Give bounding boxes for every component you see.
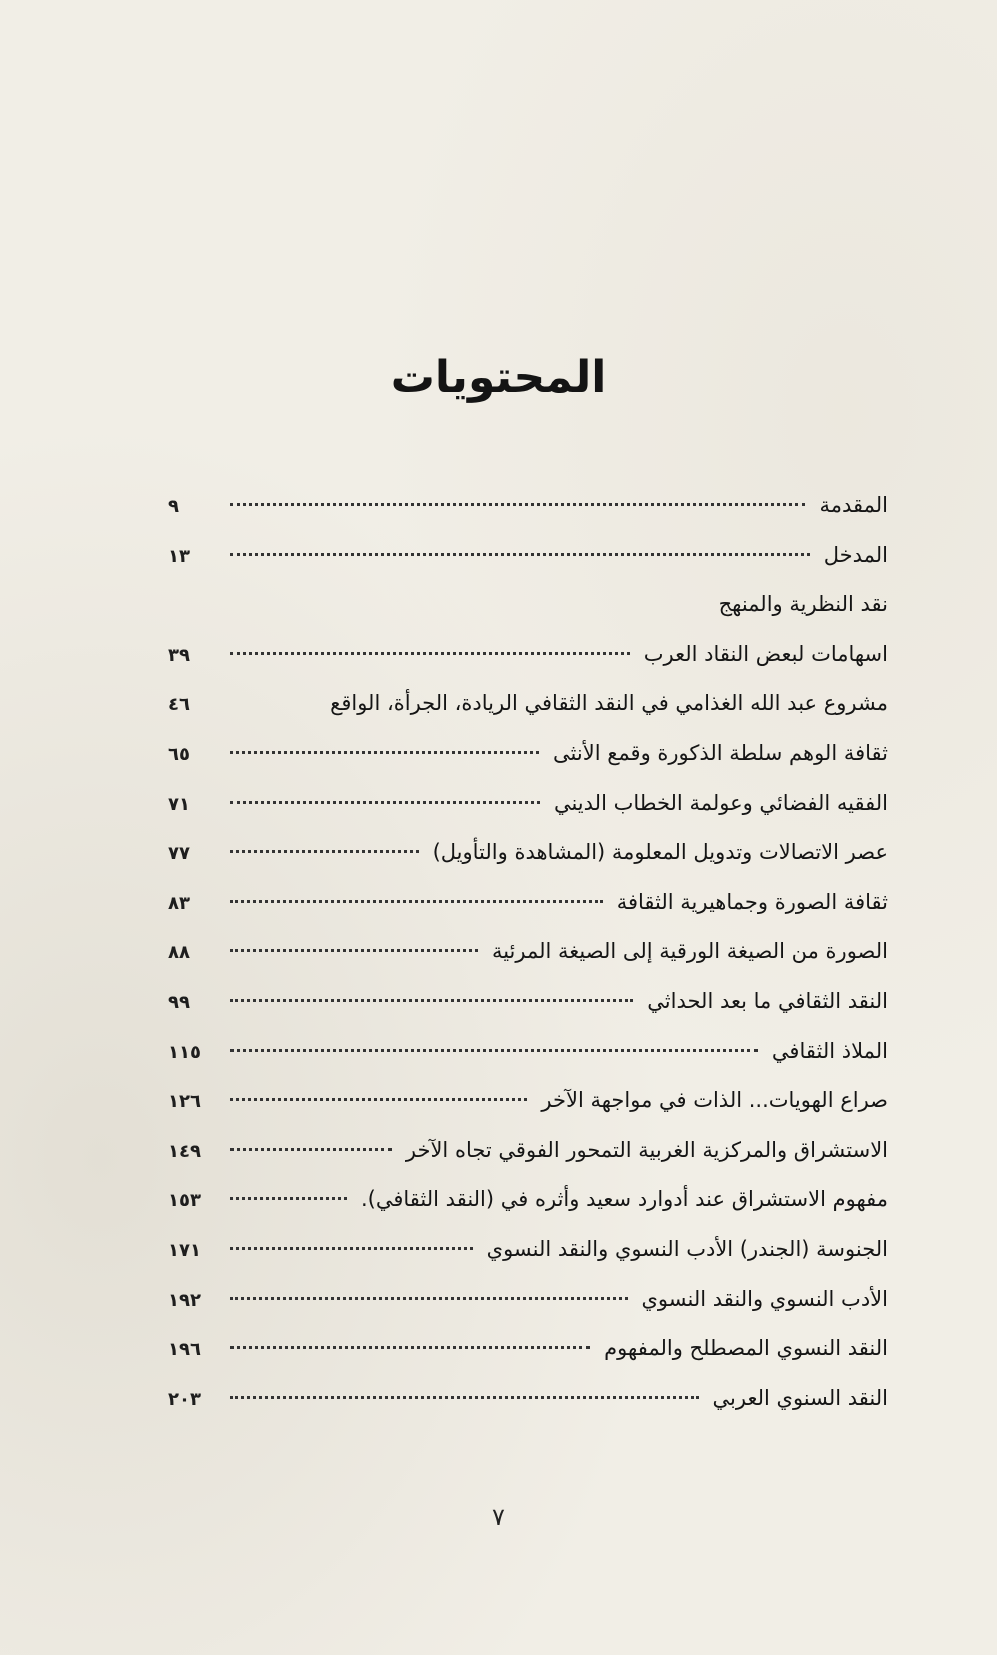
- toc-section-heading: [168, 592, 888, 642]
- dot-leader: [230, 652, 630, 655]
- toc-entry-title: الجنوسة (الجندر) الأدب النسوي والنقد النسوي: [486, 1236, 888, 1261]
- page-number: ٧: [492, 1503, 505, 1531]
- toc-entry: [168, 989, 888, 1039]
- toc-entry: [168, 1138, 888, 1188]
- toc-entry-title: مفهوم الاستشراق عند أدوارد سعيد وأثره في (النقد الثقافي).: [361, 1187, 888, 1212]
- toc-entry-page: ١٣: [168, 545, 190, 567]
- toc-entry: [168, 1088, 888, 1138]
- toc-entry: [168, 1187, 888, 1237]
- toc-entry-title: الأدب النسوي والنقد النسوي: [641, 1286, 888, 1311]
- toc-entry-title: المدخل: [823, 542, 888, 567]
- toc-entry-title: الملاذ الثقافي: [771, 1038, 888, 1063]
- toc-entry: [168, 543, 888, 593]
- toc-entry-page: ٧٧: [168, 843, 190, 865]
- dot-leader: [230, 1049, 758, 1052]
- dot-leader: [230, 751, 539, 754]
- toc-entry-title: صراع الهويات... الذات في مواجهة الآخر: [541, 1088, 888, 1113]
- dot-leader: [230, 1098, 527, 1101]
- toc-entry-page: ٩: [168, 496, 179, 517]
- toc-entry-title: النقد السنوي العربي: [712, 1385, 888, 1410]
- dot-leader: [230, 1148, 392, 1151]
- toc-entry-title: الفقيه الفضائي وعولمة الخطاب الديني: [553, 790, 888, 815]
- toc-entry: [168, 1386, 888, 1436]
- table-of-contents: [168, 493, 888, 1435]
- toc-entry-page: ٩٩: [168, 991, 190, 1013]
- toc-entry: [168, 741, 888, 791]
- toc-entry-page: ٨٨: [168, 942, 190, 964]
- toc-entry-page: ١٥٣: [168, 1190, 201, 1212]
- toc-entry-page: ١٤٩: [168, 1140, 201, 1162]
- toc-entry-title: النقد النسوي المصطلح والمفهوم: [604, 1336, 888, 1361]
- toc-entry: [168, 691, 888, 741]
- toc-entry-page: ٧١: [168, 793, 190, 815]
- toc-entry: [168, 1287, 888, 1337]
- toc-entry-title: ثقافة الوهم سلطة الذكورة وقمع الأنثى: [553, 740, 888, 765]
- dot-leader: [230, 949, 478, 952]
- toc-entry-title: الصورة من الصيغة الورقية إلى الصيغة المرئية: [491, 939, 888, 964]
- toc-entry-title: عصر الاتصالات وتدويل المعلومة (المشاهدة والتأويل): [432, 840, 888, 865]
- dot-leader: [230, 1346, 590, 1349]
- toc-entry-page: ١٧١: [168, 1239, 201, 1261]
- dot-leader: [230, 503, 805, 506]
- dot-leader: [230, 1396, 699, 1399]
- toc-entry-title: مشروع عبد الله الغذامي في النقد الثقافي الريادة، الجرأة، الواقع: [330, 691, 888, 716]
- toc-entry-page: ١١٥: [168, 1041, 201, 1063]
- toc-entry-page: ٤٦: [168, 694, 190, 716]
- toc-entry: [168, 642, 888, 692]
- toc-entry-page: ١٩٦: [168, 1339, 201, 1361]
- toc-entry-page: ١٢٦: [168, 1091, 201, 1113]
- dot-leader: [230, 1197, 347, 1200]
- dot-leader: [230, 801, 540, 804]
- toc-entry-title: الاستشراق والمركزية الغربية التمحور الفوقي تجاه الآخر: [405, 1137, 888, 1162]
- dot-leader: [230, 1297, 628, 1300]
- toc-entry-page: ٢٠٣: [168, 1388, 201, 1410]
- toc-entry: [168, 1336, 888, 1386]
- toc-entry: [168, 890, 888, 940]
- toc-entry-title: اسهامات لبعض النقاد العرب: [643, 641, 888, 666]
- toc-entry-title: النقد الثقافي ما بعد الحداثي: [647, 988, 888, 1013]
- toc-entry-page: ٦٥: [168, 743, 190, 765]
- toc-entry: [168, 939, 888, 989]
- toc-entry: [168, 1039, 888, 1089]
- toc-entry: [168, 840, 888, 890]
- page-title: المحتويات: [390, 352, 607, 403]
- toc-entry: [168, 791, 888, 841]
- toc-entry-title: ثقافة الصورة وجماهيرية الثقافة: [616, 889, 888, 914]
- dot-leader: [230, 900, 603, 903]
- toc-entry-page: ٣٩: [168, 644, 190, 666]
- toc-entry: [168, 493, 888, 543]
- dot-leader: [230, 1247, 473, 1250]
- dot-leader: [230, 850, 419, 853]
- toc-entry-page: ٨٣: [168, 892, 190, 914]
- toc-entry-title: نقد النظرية والمنهج: [718, 592, 888, 617]
- dot-leader: [230, 553, 810, 556]
- toc-entry-page: ١٩٢: [168, 1289, 201, 1311]
- toc-entry: [168, 1237, 888, 1287]
- toc-entry-title: المقدمة: [819, 493, 888, 517]
- dot-leader: [230, 999, 633, 1002]
